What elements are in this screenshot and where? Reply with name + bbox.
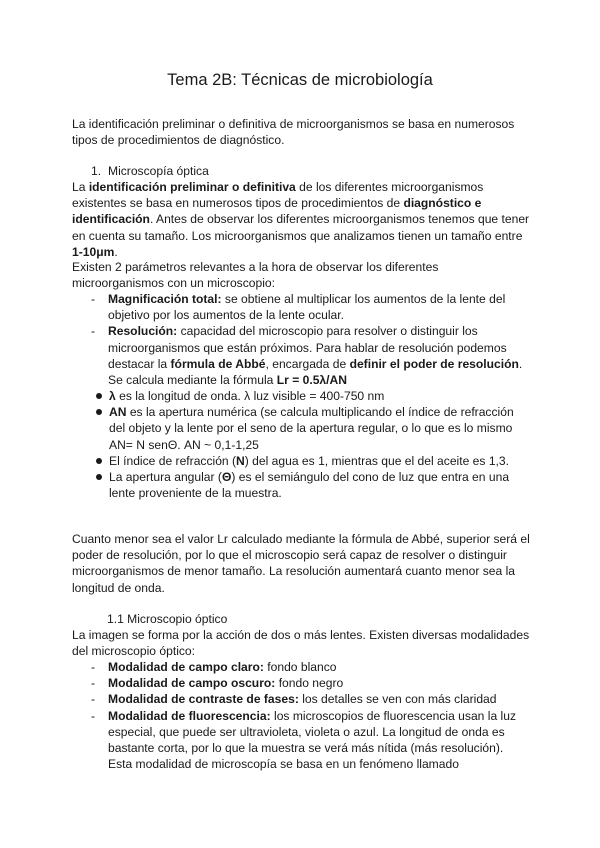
section-1-paragraph-2: Existen 2 parámetros relevantes a la hora de observar los diferentes microorganismos con un microscopio: [72,260,439,291]
section-1-heading [72,163,549,179]
section-1-paragraph-3: Cuanto menor sea el valor Lr calculado mediante la fórmula de Abbé, superior será el poder de resolución, por lo que el microscopio será capaz de resolver o distinguir microorganismos de menor tamaño. La resolución aumentará cuanto menor sea la longitud de onda. [72,532,530,595]
list-item: El índice de refracción (N) del agua es 1, mientras que el del aceite es 1,3. [72,453,530,469]
list-item: - Modalidad de fluorescencia: los microscopios de fluorescencia usan la luz especial, que puede ser ultravioleta, violeta o azul. La longitud de onda es bastante corta, por lo que la muestra se verá más nítida (más resolución). Esta modalidad de microscopía se basa en un fenómeno llamado [72,708,530,773]
formula-terms-list [72,388,530,501]
page-title: Tema 2B: Técnicas de microbiología [167,71,433,89]
list-item: - Resolución: capacidad del microscopio para resolver o distinguir los microorganismos que están próximos. Para hablar de resolución podemos destacar la fórmula de Abbé, encargada de definir el poder de resolución. Se calcula mediante la fórmula Lr = 0.5λ/AN [72,323,530,388]
list-item: - Modalidad de campo claro: fondo blanco [72,659,530,675]
section-1-title: Microscopía óptica [108,164,209,178]
section-1-1-heading: 1.1 Microscopio óptico [107,612,228,626]
modality-list [72,659,530,772]
list-item: - Modalidad de contraste de fases: los detalles se ven con más claridad [72,691,530,707]
section-1-number: 1. [91,164,102,178]
section-1-1-paragraph: La imagen se forma por la acción de dos o más lentes. Existen diversas modalidades del microscopio óptico: [72,628,530,659]
list-item: - Modalidad de campo oscuro: fondo negro [72,675,530,691]
parameter-list [72,291,530,388]
list-item: AN es la apertura numérica (se calcula multiplicando el índice de refracción del objeto y la lente por el seno de la apertura regular, o lo que es lo mismo AN= N senΘ. AN ~ 0,1-1,25 [72,404,530,453]
list-item: - Magnificación total: se obtiene al multiplicar los aumentos de la lente del objetivo por los aumentos de la lente ocular. [72,291,530,323]
intro-paragraph: La identificación preliminar o definitiva de microorganismos se basa en numerosos tipos de procedimientos de diagnóstico. [72,117,515,148]
list-item: λ es la longitud de onda. λ luz visible = 400-750 nm [72,388,530,404]
list-item: La apertura angular (Θ) es el semiángulo del cono de luz que entra en una lente proveniente de la muestra. [72,469,530,501]
section-1-paragraph-1: La identificación preliminar o definitiva de los diferentes microorganismos existentes se basa en numerosos tipos de procedimientos de diagnóstico e identificación. Antes de observar los diferentes microorganismos tenemos que tener en cuenta su tamaño. Los microorganismos que analizamos tienen un tamaño entre 1-10μm. [72,180,530,259]
